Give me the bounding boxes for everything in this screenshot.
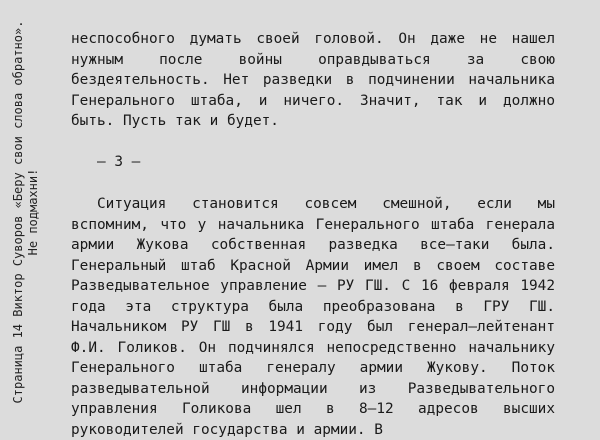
paragraph: Ситуация становится совсем смешной, если мы вспомним, что у начальника Генерального штаба генерала армии Жукова собственная разведка все—таки была. Генеральный штаб Красной Армии имел в своем составе Разведывательное управление — РУ ГШ. С 16 февраля 1942 года эта структура была преобразована в ГРУ ГШ. Начальником РУ ГШ в 1941 году был генерал—лейтенант Ф.И. Голиков. Он подчинялся непосредственно начальнику Генерального штаба генералу армии Жукову. Поток разведывательной информации из Разведывательного управления Голикова шел в 8—12 адресов высших руководителей государства и армии. В: [71, 196, 555, 438]
running-header-line-1: Страница 14 Виктор Суворов «Беру свои слова обратно».: [11, 20, 25, 404]
page-body: [71, 29, 555, 440]
section-number: — 3 —: [97, 153, 141, 170]
running-header-line-2: Не подмахни!: [26, 168, 40, 256]
page-header-margin: [0, 0, 52, 423]
running-header: [11, 12, 41, 412]
paragraph-continued: неспособного думать своей головой. Он даже не нашел нужным после войны оправдываться за свою бездеятельность. Нет разведки в подчинении начальника Генерального штаба, и ничего. Значит, так и должно быть. Пусть так и будет.: [71, 31, 555, 129]
